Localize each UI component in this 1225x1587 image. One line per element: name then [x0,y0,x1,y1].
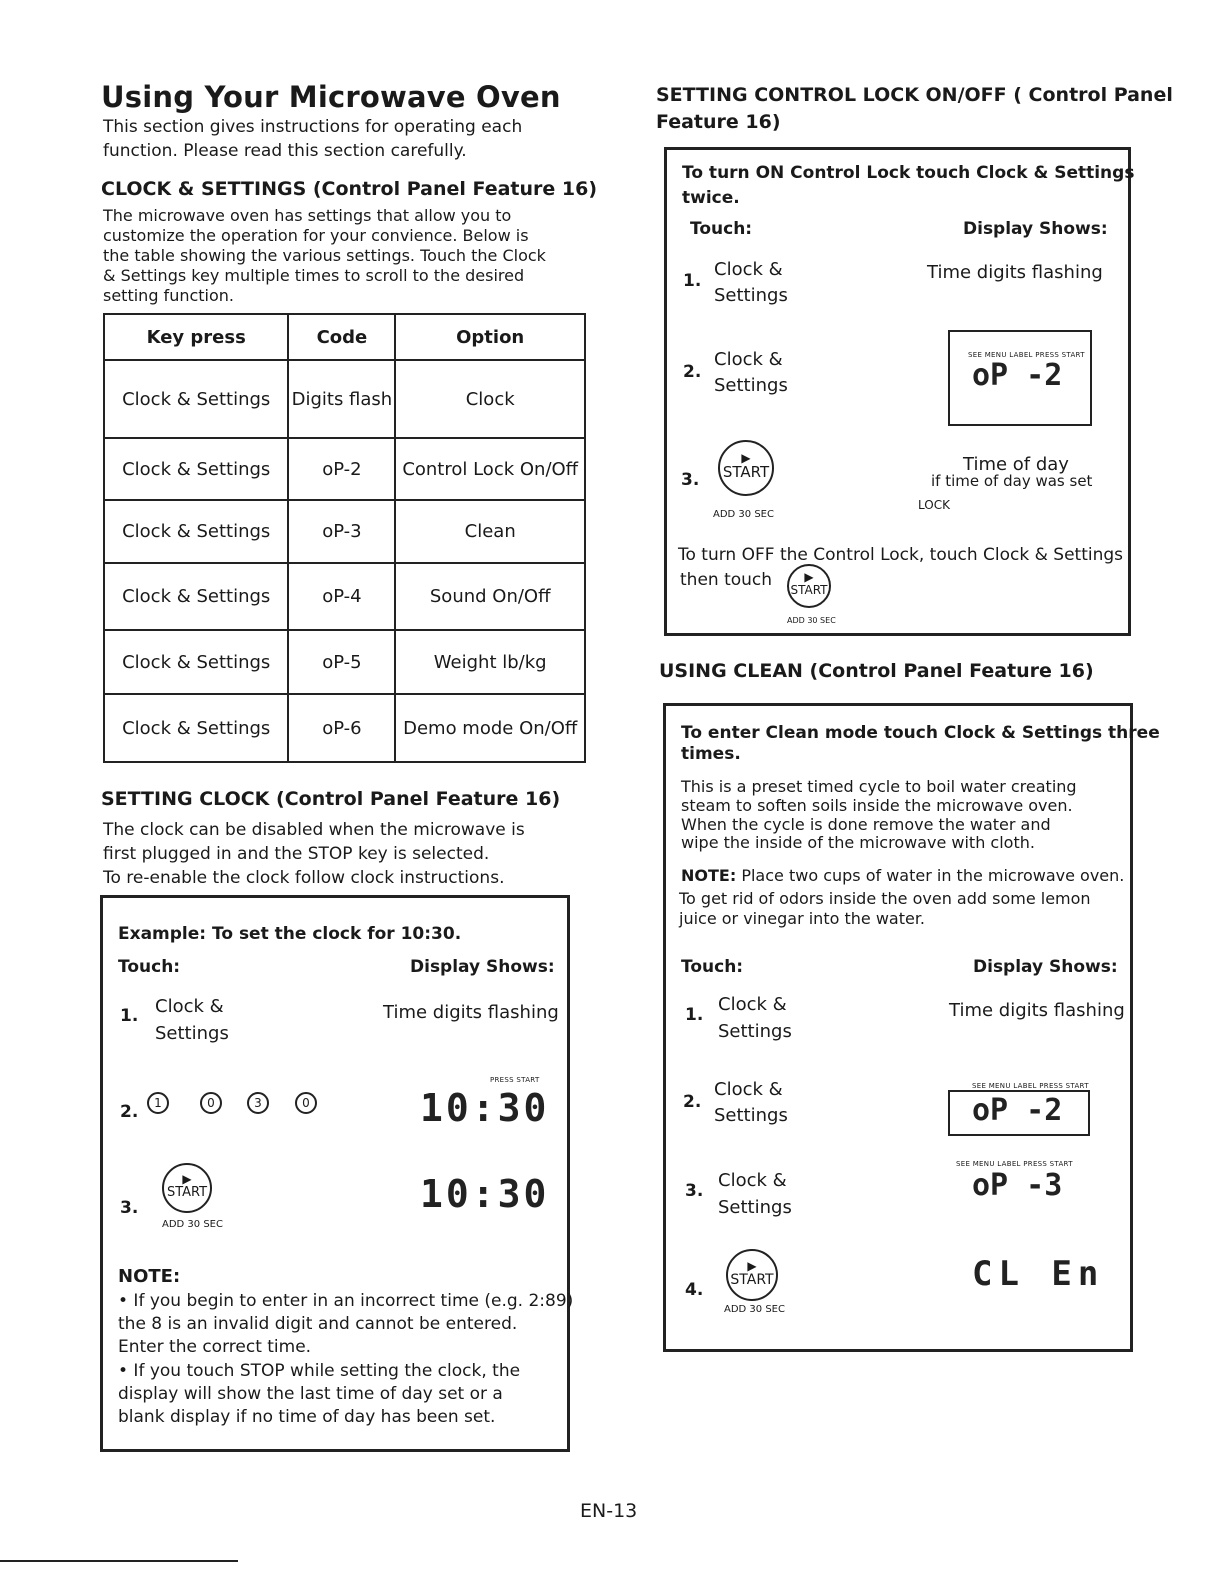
add-30-sec-label: ADD 30 SEC [713,509,774,520]
add-30-sec-label: ADD 30 SEC [787,616,836,625]
display-text: Time digits flashing [383,1002,559,1023]
clean-body-1: This is a preset timed cycle to boil water creating [681,777,1077,796]
lock-off-text-2: then touch [680,570,773,590]
clean-note-more-1: To get rid of odors inside the oven add some lemon [679,889,1091,908]
table-row [104,360,585,438]
start-label: START [722,463,770,481]
lock-box-title-2: twice. [682,188,740,208]
play-icon: ▶ [804,570,814,584]
key-line: Settings [714,375,788,396]
clean-box-title-2: times. [681,744,741,764]
note-line: the 8 is an invalid digit and cannot be entered. [118,1314,518,1334]
table-cell: Weight lb/kg [395,630,585,694]
table-header-row [104,314,585,360]
clean-note-text: Place two cups of water in the microwave oven. [741,866,1125,885]
settings-table [103,313,586,763]
table-cell: Demo mode On/Off [395,694,585,762]
lock-indicator: LOCK [918,498,950,512]
note-title: NOTE: [118,1266,181,1287]
table-cell: Clock [395,360,585,438]
table-cell: Clock & Settings [104,563,288,630]
step-number: 2. [683,1092,702,1112]
step-number: 4. [685,1280,704,1300]
footer-rule [0,1560,238,1562]
clean-note [681,866,1124,886]
clock-settings-key [718,1167,792,1221]
note-line: display will show the last time of day set or a [118,1384,503,1404]
step-number: 3. [681,470,700,490]
clock-settings-heading: CLOCK & SETTINGS (Control Panel Feature 16) [101,178,598,200]
clock-settings-key [718,991,792,1045]
clock-settings-body-4: & Settings key multiple times to scroll to the desired [103,266,525,285]
display-shows-label: Display Shows: [410,957,555,977]
table-cell: Digits flash [288,360,395,438]
note-line: blank display if no time of day has been set. [118,1407,496,1427]
start-button[interactable] [787,564,831,608]
clock-settings-body-3: the table showing the various settings. Touch the Clock [103,246,546,265]
touch-label: Touch: [118,957,181,977]
setting-clock-body-3: To re-enable the clock follow clock instructions. [103,868,505,888]
lock-box-title-1: To turn ON Control Lock touch Clock & Settings [682,163,1135,183]
lcd-display: 10:30 [420,1086,550,1130]
table-row [104,694,585,762]
clock-settings-body-1: The microwave oven has settings that allow you to [103,206,512,225]
start-button[interactable] [162,1163,212,1213]
step-number: 2. [683,362,702,382]
menu-label-indicator: SEE MENU LABEL PRESS START [972,1082,1089,1090]
table-cell: oP-5 [288,630,395,694]
lcd-display: CL En [972,1254,1105,1294]
table-row [104,563,585,630]
menu-label-indicator: SEE MENU LABEL PRESS START [956,1160,1073,1168]
table-cell: oP-2 [288,438,395,500]
key-line: Settings [718,1197,792,1218]
control-lock-heading-1: SETTING CONTROL LOCK ON/OFF ( Control Panel [656,84,1173,106]
clean-body-3: When the cycle is done remove the water and [681,815,1051,834]
header-option: Option [395,314,585,360]
start-button[interactable] [726,1249,778,1301]
step-number: 1. [120,1006,139,1026]
note-line: • If you touch STOP while setting the clock, the [118,1361,521,1381]
display-text: Time digits flashing [927,262,1103,283]
clean-body-4: wipe the inside of the microwave with cloth. [681,833,1035,852]
touch-label: Touch: [681,957,744,977]
lcd-display: 10:30 [420,1172,550,1216]
table-row [104,438,585,500]
menu-label-indicator: SEE MENU LABEL PRESS START [968,351,1085,359]
key-line: Clock & [718,994,787,1015]
clock-settings-body-2: customize the operation for your convience. Below is [103,226,529,245]
clock-settings-key [714,347,788,399]
clock-settings-key [155,993,229,1047]
page-title: Using Your Microwave Oven [101,80,561,114]
digit-0-key[interactable]: 0 [295,1092,317,1114]
table-cell: oP-3 [288,500,395,563]
lcd-display: oP -2 [972,1093,1063,1128]
lcd-display: oP -2 [972,358,1063,393]
key-line: Settings [718,1021,792,1042]
table-row [104,630,585,694]
intro-line-2: function. Please read this section carefully. [103,141,467,161]
table-cell: Clean [395,500,585,563]
play-icon: ▶ [747,1259,757,1273]
play-icon: ▶ [182,1172,192,1186]
header-key-press: Key press [104,314,288,360]
display-text: Time of day [963,454,1069,475]
setting-clock-body-2: first plugged in and the STOP key is selected. [103,844,490,864]
table-cell: Sound On/Off [395,563,585,630]
key-line: Settings [714,285,788,306]
table-cell: Clock & Settings [104,630,288,694]
press-start-indicator: PRESS START [490,1076,540,1084]
digit-0-key[interactable]: 0 [200,1092,222,1114]
table-cell: oP-6 [288,694,395,762]
clock-settings-key [714,257,788,309]
step-number: 3. [120,1198,139,1218]
table-cell: oP-4 [288,563,395,630]
digit-3-key[interactable]: 3 [247,1092,269,1114]
touch-label: Touch: [690,219,753,239]
table-cell: Control Lock On/Off [395,438,585,500]
display-text: Time digits flashing [949,1000,1125,1021]
step-number: 1. [685,1005,704,1025]
key-line: Clock & [714,259,783,280]
add-30-sec-label: ADD 30 SEC [724,1304,785,1315]
display-shows-label: Display Shows: [963,219,1108,239]
clock-settings-key [714,1077,788,1129]
display-shows-label: Display Shows: [973,957,1118,977]
header-code: Code [288,314,395,360]
step-number: 3. [685,1181,704,1201]
key-line: Settings [714,1105,788,1126]
clean-note-more-2: juice or vinegar into the water. [679,909,926,928]
key-line: Clock & [714,349,783,370]
note-line: • If you begin to enter in an incorrect time (e.g. 2:89) [118,1291,574,1311]
digit-1-key[interactable]: 1 [147,1092,169,1114]
play-icon: ▶ [741,451,751,465]
clean-box-title-1: To enter Clean mode touch Clock & Settings three [681,723,1160,743]
clean-note-label: NOTE: [681,866,737,885]
start-button[interactable] [718,440,774,496]
lock-off-text-1: To turn OFF the Control Lock, touch Clock & Settings [678,545,1124,565]
control-lock-heading-2: Feature 16) [656,111,781,133]
start-label: START [166,1185,208,1200]
key-line: Clock & [718,1170,787,1191]
start-label: START [730,1272,774,1288]
clean-heading: USING CLEAN (Control Panel Feature 16) [659,660,1094,682]
clock-settings-body-5: setting function. [103,286,234,305]
table-cell: Clock & Settings [104,360,288,438]
note-line: Enter the correct time. [118,1337,312,1357]
clean-body-2: steam to soften soils inside the microwave oven. [681,796,1073,815]
key-line: Settings [155,1023,229,1044]
lcd-display: oP -3 [972,1168,1063,1203]
table-row [104,500,585,563]
key-line: Clock & [155,996,224,1017]
page-number: EN-13 [580,1500,638,1522]
setting-clock-heading: SETTING CLOCK (Control Panel Feature 16) [101,788,561,810]
key-line: Clock & [714,1079,783,1100]
example-title: Example: To set the clock for 10:30. [118,924,462,944]
step-number: 1. [683,271,702,291]
start-label: START [790,583,828,597]
table-cell: Clock & Settings [104,694,288,762]
intro-line-1: This section gives instructions for operating each [103,117,523,137]
step-number: 2. [120,1102,139,1122]
table-cell: Clock & Settings [104,438,288,500]
add-30-sec-label: ADD 30 SEC [162,1219,223,1230]
setting-clock-body-1: The clock can be disabled when the microwave is [103,820,525,840]
table-cell: Clock & Settings [104,500,288,563]
display-text: if time of day was set [931,472,1093,490]
